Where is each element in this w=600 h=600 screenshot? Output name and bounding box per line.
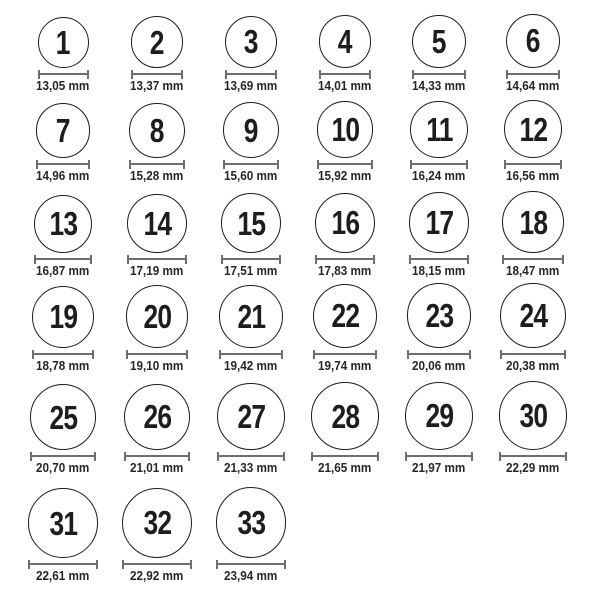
- dimension-left-tick: [122, 560, 124, 569]
- diameter-dimension-line: [221, 258, 281, 260]
- diameter-label: 20,06 mm: [412, 358, 466, 373]
- ring-size-number: 3: [244, 23, 258, 61]
- ring-size-number: 9: [244, 111, 258, 149]
- dimension-right-tick: [471, 452, 473, 461]
- chart-row: [16, 93, 600, 183]
- ring-circle: [412, 15, 465, 68]
- ring-size-number: 2: [150, 23, 164, 61]
- ring-size-item: [204, 102, 298, 183]
- ring-size-item: [16, 384, 110, 475]
- ring-size-number: 13: [49, 205, 77, 243]
- diameter-dimension-line: [504, 163, 562, 165]
- diameter-dimension-line: [216, 563, 287, 565]
- diameter-dimension-line: [313, 353, 377, 355]
- chart-row: [16, 278, 600, 373]
- ring-size-item: [298, 193, 392, 278]
- diameter-label: 17,19 mm: [130, 263, 184, 278]
- ring-size-number: 26: [143, 398, 171, 436]
- dimension-left-tick: [30, 452, 32, 461]
- ring-size-number: 7: [56, 112, 70, 150]
- ring-circle: [28, 488, 98, 558]
- diameter-dimension-line: [34, 258, 92, 260]
- ring-size-number: 29: [425, 397, 453, 435]
- diameter-dimension-line: [30, 455, 96, 457]
- dimension-right-tick: [375, 350, 377, 359]
- diameter-dimension-line: [315, 258, 375, 260]
- diameter-dimension-line: [410, 163, 467, 165]
- ring-circle: [500, 283, 565, 348]
- dimension-right-tick: [281, 350, 283, 359]
- dimension-right-tick: [283, 452, 285, 461]
- ring-circle: [36, 103, 91, 158]
- diameter-label: 13,37 mm: [130, 78, 184, 93]
- diameter-label: 15,28 mm: [130, 168, 184, 183]
- diameter-dimension-line: [129, 163, 184, 165]
- diameter-label: 19,74 mm: [318, 358, 372, 373]
- diameter-label: 16,87 mm: [36, 263, 90, 278]
- ring-size-number: 23: [425, 297, 453, 335]
- ring-size-item: [486, 191, 580, 278]
- ring-size-item: [110, 194, 204, 278]
- ring-size-item: [16, 17, 110, 93]
- ring-size-number: 33: [237, 504, 265, 542]
- ring-size-item: [486, 283, 580, 373]
- ring-size-number: 17: [425, 204, 453, 242]
- dimension-right-tick: [466, 160, 468, 169]
- ring-circle: [319, 15, 372, 68]
- diameter-dimension-line: [223, 163, 279, 165]
- diameter-label: 21,33 mm: [224, 460, 278, 475]
- diameter-label: 17,51 mm: [224, 263, 278, 278]
- ring-circle: [38, 17, 89, 68]
- ring-size-item: [298, 382, 392, 475]
- ring-circle: [506, 14, 560, 68]
- diameter-label: 21,65 mm: [318, 460, 372, 475]
- ring-size-number: 15: [237, 204, 265, 242]
- diameter-label: 18,78 mm: [36, 358, 90, 373]
- ring-size-item: [298, 284, 392, 373]
- dimension-left-tick: [407, 350, 409, 359]
- diameter-dimension-line: [32, 353, 94, 355]
- dimension-right-tick: [467, 255, 469, 264]
- diameter-dimension-line: [502, 258, 564, 260]
- diameter-label: 16,24 mm: [412, 168, 466, 183]
- ring-size-item: [16, 286, 110, 373]
- diameter-dimension-line: [124, 455, 191, 457]
- diameter-label: 22,92 mm: [130, 568, 184, 583]
- ring-circle: [311, 382, 379, 450]
- diameter-dimension-line: [500, 353, 565, 355]
- dimension-right-tick: [562, 255, 564, 264]
- ring-circle: [315, 193, 375, 253]
- ring-circle: [499, 381, 568, 450]
- ring-circle: [34, 195, 92, 253]
- ring-size-number: 1: [56, 24, 70, 61]
- ring-size-item: [392, 283, 486, 373]
- diameter-dimension-line: [36, 163, 91, 165]
- diameter-label: 13,05 mm: [36, 78, 90, 93]
- ring-circle: [221, 193, 281, 253]
- diameter-dimension-line: [319, 73, 372, 75]
- ring-circle: [216, 487, 287, 558]
- dimension-right-tick: [373, 255, 375, 264]
- ring-size-item: [204, 487, 298, 583]
- diameter-dimension-line: [499, 455, 568, 457]
- diameter-label: 23,94 mm: [224, 568, 278, 583]
- diameter-dimension-line: [506, 73, 560, 75]
- diameter-dimension-line: [219, 353, 282, 355]
- ring-size-number: 11: [425, 110, 453, 148]
- ring-size-number: 32: [143, 504, 171, 542]
- ring-circle: [219, 285, 282, 348]
- diameter-dimension-line: [122, 563, 192, 565]
- diameter-label: 14,01 mm: [318, 78, 372, 93]
- dimension-left-tick: [28, 560, 30, 569]
- dimension-left-tick: [502, 255, 504, 264]
- dimension-right-tick: [186, 350, 188, 359]
- ring-size-number: 12: [519, 110, 547, 148]
- ring-size-number: 31: [49, 504, 77, 542]
- ring-size-item: [204, 383, 298, 475]
- diameter-label: 19,10 mm: [130, 358, 184, 373]
- ring-circle: [129, 103, 184, 158]
- diameter-label: 20,70 mm: [36, 460, 90, 475]
- ring-circle: [409, 192, 470, 253]
- ring-circle: [223, 102, 279, 158]
- ring-size-item: [110, 285, 204, 373]
- ring-circle: [127, 194, 186, 253]
- ring-circle: [217, 383, 284, 450]
- ring-size-number: 30: [519, 397, 547, 435]
- ring-size-number: 14: [143, 204, 171, 242]
- ring-size-item: [110, 16, 204, 93]
- ring-size-item: [392, 101, 486, 183]
- diameter-dimension-line: [311, 455, 379, 457]
- diameter-label: 16,56 mm: [506, 168, 560, 183]
- dimension-right-tick: [94, 452, 96, 461]
- ring-size-number: 10: [331, 111, 359, 149]
- dimension-right-tick: [564, 350, 566, 359]
- diameter-label: 21,97 mm: [412, 460, 466, 475]
- ring-size-item: [110, 488, 204, 583]
- dimension-right-tick: [560, 160, 562, 169]
- diameter-dimension-line: [407, 353, 472, 355]
- ring-circle: [317, 101, 374, 158]
- diameter-label: 20,38 mm: [506, 358, 560, 373]
- diameter-label: 15,92 mm: [318, 168, 372, 183]
- ring-size-number: 28: [331, 397, 359, 435]
- ring-size-item: [204, 16, 298, 93]
- dimension-left-tick: [219, 350, 221, 359]
- ring-size-number: 24: [519, 296, 547, 334]
- ring-circle: [124, 384, 191, 451]
- diameter-dimension-line: [217, 455, 284, 457]
- ring-size-number: 27: [237, 397, 265, 435]
- ring-circle: [30, 384, 96, 450]
- chart-row: [16, 2, 600, 93]
- chart-row: [16, 373, 600, 475]
- ring-size-number: 5: [432, 22, 446, 60]
- ring-size-item: [392, 382, 486, 475]
- ring-size-number: 21: [237, 297, 265, 335]
- ring-size-item: [204, 285, 298, 373]
- ring-size-item: [110, 103, 204, 183]
- diameter-dimension-line: [317, 163, 374, 165]
- dimension-left-tick: [499, 452, 501, 461]
- ring-size-number: 22: [331, 297, 359, 335]
- dimension-left-tick: [409, 255, 411, 264]
- diameter-label: 21,01 mm: [130, 460, 184, 475]
- ring-size-number: 25: [49, 398, 77, 436]
- dimension-right-tick: [90, 255, 92, 264]
- dimension-left-tick: [126, 350, 128, 359]
- dimension-right-tick: [92, 350, 94, 359]
- diameter-dimension-line: [28, 563, 98, 565]
- dimension-right-tick: [469, 350, 471, 359]
- diameter-label: 14,64 mm: [506, 78, 560, 93]
- ring-circle: [131, 16, 183, 68]
- dimension-right-tick: [185, 255, 187, 264]
- diameter-label: 18,47 mm: [506, 263, 560, 278]
- ring-circle: [502, 191, 564, 253]
- dimension-right-tick: [371, 160, 373, 169]
- ring-size-number: 18: [519, 203, 547, 241]
- ring-size-item: [486, 14, 580, 93]
- diameter-dimension-line: [38, 73, 89, 75]
- ring-size-number: 16: [331, 204, 359, 242]
- ring-circle: [32, 286, 94, 348]
- dimension-left-tick: [221, 255, 223, 264]
- dimension-left-tick: [124, 452, 126, 461]
- dimension-left-tick: [32, 350, 34, 359]
- dimension-left-tick: [216, 560, 218, 569]
- dimension-right-tick: [96, 560, 98, 569]
- dimension-left-tick: [311, 452, 313, 461]
- ring-circle: [313, 284, 377, 348]
- ring-circle: [225, 16, 277, 68]
- dimension-left-tick: [313, 350, 315, 359]
- ring-size-item: [392, 192, 486, 278]
- dimension-right-tick: [565, 452, 567, 461]
- diameter-label: 19,42 mm: [224, 358, 278, 373]
- ring-size-item: [298, 15, 392, 93]
- diameter-dimension-line: [409, 258, 470, 260]
- ring-circle: [407, 283, 472, 348]
- diameter-label: 14,33 mm: [412, 78, 466, 93]
- ring-circle: [410, 101, 467, 158]
- diameter-label: 18,15 mm: [412, 263, 466, 278]
- chart-row: [16, 475, 600, 583]
- ring-size-item: [486, 381, 580, 475]
- diameter-dimension-line: [131, 73, 183, 75]
- ring-size-item: [16, 103, 110, 183]
- ring-size-item: [486, 100, 580, 183]
- ring-size-number: 20: [143, 298, 171, 336]
- ring-circle: [122, 488, 192, 558]
- ring-circle: [504, 100, 562, 158]
- diameter-label: 15,60 mm: [224, 168, 278, 183]
- ring-size-item: [16, 195, 110, 278]
- diameter-label: 22,29 mm: [506, 460, 560, 475]
- chart-row: [16, 183, 600, 278]
- diameter-label: 17,83 mm: [318, 263, 372, 278]
- dimension-left-tick: [405, 452, 407, 461]
- ring-size-number: 19: [49, 298, 77, 336]
- diameter-dimension-line: [412, 73, 465, 75]
- dimension-right-tick: [279, 255, 281, 264]
- ring-size-number: 8: [150, 111, 164, 149]
- dimension-right-tick: [188, 452, 190, 461]
- ring-circle: [405, 382, 473, 450]
- ring-size-item: [110, 384, 204, 476]
- dimension-left-tick: [500, 350, 502, 359]
- ring-size-item: [204, 193, 298, 278]
- diameter-label: 22,61 mm: [36, 568, 90, 583]
- diameter-label: 13,69 mm: [224, 78, 278, 93]
- diameter-dimension-line: [405, 455, 473, 457]
- ring-circle: [126, 285, 189, 348]
- dimension-left-tick: [315, 255, 317, 264]
- ring-size-item: [16, 488, 110, 583]
- diameter-dimension-line: [127, 258, 186, 260]
- ring-size-number: 6: [526, 22, 540, 60]
- ring-size-item: [392, 15, 486, 93]
- ring-size-number: 4: [338, 23, 352, 61]
- diameter-dimension-line: [126, 353, 189, 355]
- dimension-right-tick: [190, 560, 192, 569]
- dimension-right-tick: [377, 452, 379, 461]
- diameter-label: 14,96 mm: [36, 168, 90, 183]
- dimension-left-tick: [217, 452, 219, 461]
- ring-size-item: [298, 101, 392, 183]
- diameter-dimension-line: [225, 73, 277, 75]
- dimension-right-tick: [284, 560, 286, 569]
